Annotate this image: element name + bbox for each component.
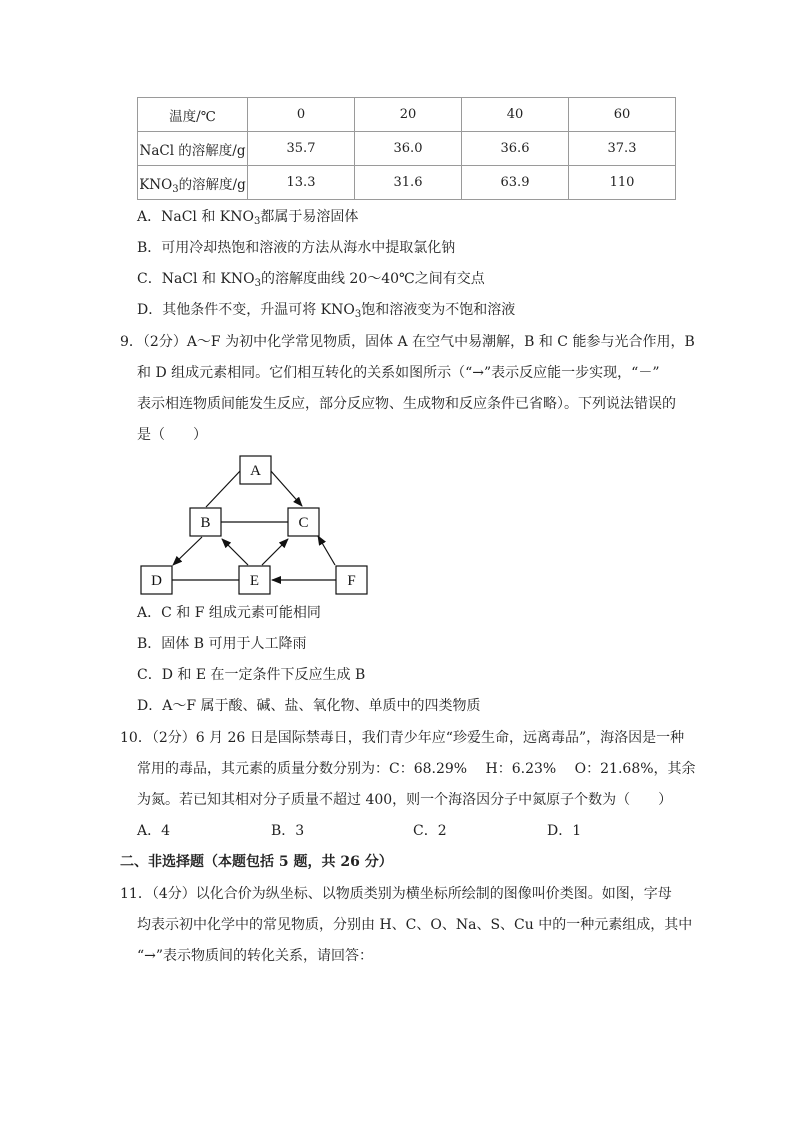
solubility-table	[137, 97, 676, 200]
reaction-diagram	[130, 450, 380, 600]
table-cell: 36.0	[355, 132, 462, 166]
table-cell: 13.3	[248, 166, 355, 200]
q8-option-a-sub: 3	[253, 216, 261, 227]
kno3-label-pre: KNO	[139, 176, 173, 193]
table-cell: 63.9	[462, 166, 569, 200]
q9-stem-line: 是（ ）	[137, 427, 207, 443]
node-f-label: F	[347, 573, 356, 589]
q8-option-a-post: 都属于易溶固体	[260, 209, 359, 225]
table-header-cell: 温度/℃	[138, 98, 248, 132]
node-c	[288, 508, 319, 536]
table-row-label	[138, 132, 248, 166]
table-cell: 31.6	[355, 166, 462, 200]
node-d-label: D	[151, 573, 162, 589]
table-header-cell: 40	[462, 98, 569, 132]
q10-option-d: D．1	[547, 823, 582, 839]
q10-stem-line: 常用的毒品，其元素的质量分数分别为：C：68.29% H：6.23% O：21.68%，其余	[137, 761, 696, 777]
q9-option-a: A．C 和 F 组成元素可能相同	[137, 605, 321, 621]
nacl-label: NaCl 的溶解度/g	[139, 142, 246, 159]
table-header-row	[138, 98, 676, 132]
q8-option-d-post: 饱和溶液变为不饱和溶液	[361, 302, 516, 318]
node-d	[141, 566, 172, 594]
q8-option-d-pre: D．其他条件不变，升温可将 KNO	[137, 302, 355, 318]
link-a-b	[206, 470, 241, 507]
kno3-label-sub: 3	[172, 183, 179, 195]
table-header-cell: 60	[569, 98, 676, 132]
node-c-label: C	[298, 515, 309, 531]
q11-stem-line: “→”表示物质间的转化关系，请回答：	[137, 948, 374, 964]
table-cell: 37.3	[569, 132, 676, 166]
q9-option-c: C．D 和 E 在一定条件下反应生成 B	[137, 667, 366, 683]
table-row	[138, 132, 676, 166]
node-b-label: B	[200, 515, 211, 531]
q11-stem-line: 均表示初中化学中的常见物质，分别由 H、C、O、Na、S、Cu 中的一种元素组成，其中	[137, 917, 693, 933]
q8-option-d-sub: 3	[354, 309, 362, 320]
kno3-label-post: 的溶解度/g	[178, 176, 246, 193]
q8-option-c-pre: C．NaCl 和 KNO	[137, 271, 255, 287]
q8-option-c-sub: 3	[254, 278, 261, 289]
section-heading: 二、非选择题（本题包括 5 题，共 26 分）	[120, 854, 393, 870]
q8-option-d	[137, 300, 515, 320]
q8-option-c-post: 的溶解度曲线 20～40℃之间有交点	[260, 271, 485, 287]
q11-stem-line: 11．（4分）以化合价为纵坐标、以物质类别为横坐标所绘制的图像叫价类图。如图，字母	[120, 886, 672, 902]
arrow-f-to-c	[318, 536, 335, 565]
table-header-cell: 20	[355, 98, 462, 132]
arrow-e-to-c	[262, 539, 288, 565]
table-header-cell: 0	[248, 98, 355, 132]
q9-stem-line: 表示相连物质间能发生反应，部分反应物、生成物和反应条件已省略）。下列说法错误的	[137, 396, 676, 412]
q9-option-b: B．固体 B 可用于人工降雨	[137, 636, 307, 652]
node-a-label: A	[250, 463, 261, 479]
q10-option-a: A．4	[137, 823, 171, 839]
q9-stem-line: 和 D 组成元素相同。它们相互转化的关系如图所示（“→”表示反应能一步实现，“－”	[137, 365, 660, 381]
q10-option-b: B．3	[271, 823, 305, 839]
q10-stem-line: 为氮。若已知其相对分子质量不超过 400，则一个海洛因分子中氮原子个数为（ ）	[137, 792, 673, 808]
q8-option-a	[137, 207, 358, 227]
node-b	[190, 508, 221, 536]
q9-option-d: D．A～F 属于酸、碱、盐、氧化物、单质中的四类物质	[137, 698, 481, 714]
table-cell: 35.7	[248, 132, 355, 166]
q10-stem-line: 10．（2分）6 月 26 日是国际禁毒日，我们青少年应“珍爱生命，远离毒品”，海洛因是一种	[120, 730, 685, 746]
q10-options	[137, 821, 657, 841]
q8-option-a-pre: A．NaCl 和 KNO	[137, 209, 254, 225]
arrow-b-to-d	[173, 537, 202, 565]
table-cell: 110	[569, 166, 676, 200]
arrow-a-to-c	[270, 470, 302, 506]
node-e-label: E	[249, 573, 260, 589]
q10-option-c: C．2	[413, 823, 447, 839]
q9-stem-line: 9．（2分）A～F 为初中化学常见物质，固体 A 在空气中易潮解，B 和 C 能参与光合作用，B	[120, 334, 695, 350]
q8-option-b: B．可用冷却热饱和溶液的方法从海水中提取氯化钠	[137, 240, 456, 256]
table-row-label	[138, 166, 248, 200]
node-a	[240, 456, 271, 484]
arrow-e-to-b	[222, 539, 248, 565]
table-row	[138, 166, 676, 200]
node-e	[239, 566, 270, 594]
node-f	[336, 566, 367, 594]
table-cell: 36.6	[462, 132, 569, 166]
q8-option-c	[137, 269, 485, 289]
